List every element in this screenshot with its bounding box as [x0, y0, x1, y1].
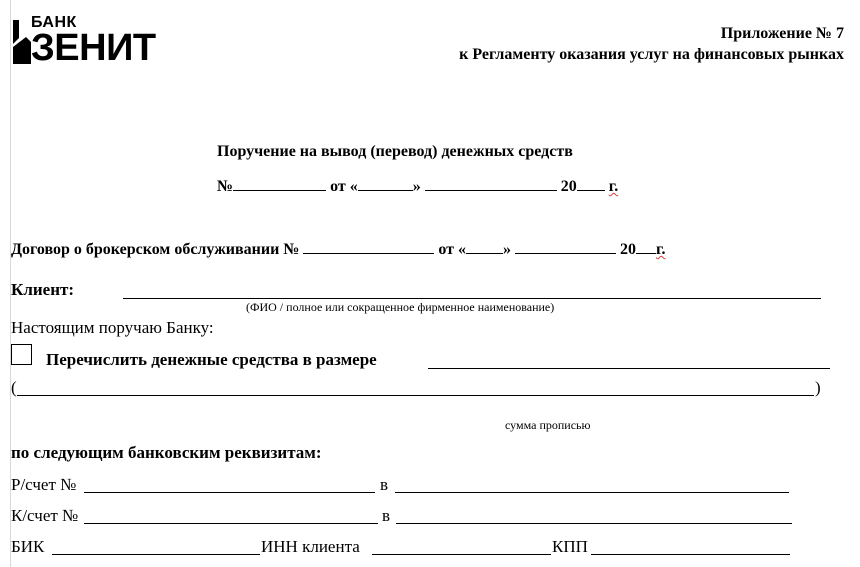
- corr-account-field[interactable]: [84, 506, 378, 524]
- transfer-checkbox[interactable]: [11, 344, 32, 365]
- order-year-suffix: г.: [608, 178, 619, 195]
- amount-in-words-hint: сумма прописью: [505, 418, 591, 432]
- account-label: Р/счет №: [11, 475, 77, 494]
- paren-close: ): [815, 378, 821, 397]
- corr-bank-field[interactable]: [396, 506, 792, 524]
- transfer-label: Перечислить денежные средства в размере: [46, 350, 377, 369]
- account-bank-field[interactable]: [395, 475, 789, 493]
- logo-name-text: ЗЕНИТ: [31, 27, 156, 69]
- paren-open: (: [11, 378, 17, 397]
- contract-line: [11, 237, 666, 259]
- number-sign: №: [217, 178, 234, 195]
- inn-field[interactable]: [372, 537, 551, 555]
- order-date-from: от «: [330, 178, 358, 195]
- kpp-field[interactable]: [591, 537, 790, 555]
- order-month-field[interactable]: [425, 174, 557, 191]
- account-number-field[interactable]: [84, 475, 375, 493]
- contract-date-from: от «: [438, 241, 467, 258]
- logo-bank-text: БАНК: [31, 14, 77, 31]
- order-date-quote: »: [412, 178, 421, 195]
- contract-year-suffix: г.: [656, 241, 666, 258]
- order-year-prefix: 20: [560, 178, 577, 195]
- amount-in-words-field[interactable]: [17, 378, 814, 396]
- bik-field[interactable]: [52, 537, 260, 555]
- transfer-amount-field[interactable]: [428, 350, 830, 369]
- bik-label: БИК: [11, 537, 45, 556]
- contract-label: Договор о брокерском обслуживании №: [11, 241, 300, 258]
- corr-account-label: К/счет №: [11, 506, 79, 525]
- account-in-label: в: [380, 475, 389, 494]
- appendix-number: Приложение № 7: [720, 25, 844, 42]
- instruction-text: Настоящим поручаю Банку:: [11, 318, 214, 337]
- order-day-field[interactable]: [358, 174, 413, 191]
- document-title: Поручение на вывод (перевод) денежных средств: [217, 143, 573, 160]
- contract-day-field[interactable]: [466, 237, 503, 254]
- contract-date-quote: »: [503, 241, 512, 258]
- client-label: Клиент:: [11, 280, 75, 299]
- bank-logo: [12, 14, 168, 69]
- zenit-mark-icon: [12, 20, 32, 64]
- client-name-field[interactable]: [123, 280, 821, 299]
- corr-in-label: в: [382, 506, 391, 525]
- order-number-field[interactable]: [233, 174, 326, 191]
- contract-year-prefix: 20: [620, 241, 637, 258]
- kpp-label: КПП: [552, 537, 588, 556]
- order-number-line: [217, 174, 618, 196]
- requisites-heading: по следующим банковским реквизитам:: [11, 443, 322, 462]
- contract-year-field[interactable]: [636, 237, 656, 254]
- contract-number-field[interactable]: [303, 237, 434, 254]
- contract-month-field[interactable]: [515, 237, 616, 254]
- order-year-field[interactable]: [577, 174, 605, 191]
- inn-label: ИНН клиента: [261, 537, 360, 556]
- client-hint: (ФИО / полное или сокращенное фирменное наименование): [246, 300, 555, 314]
- reglament-reference: к Регламенту оказания услуг на финансовых рынках: [459, 46, 844, 63]
